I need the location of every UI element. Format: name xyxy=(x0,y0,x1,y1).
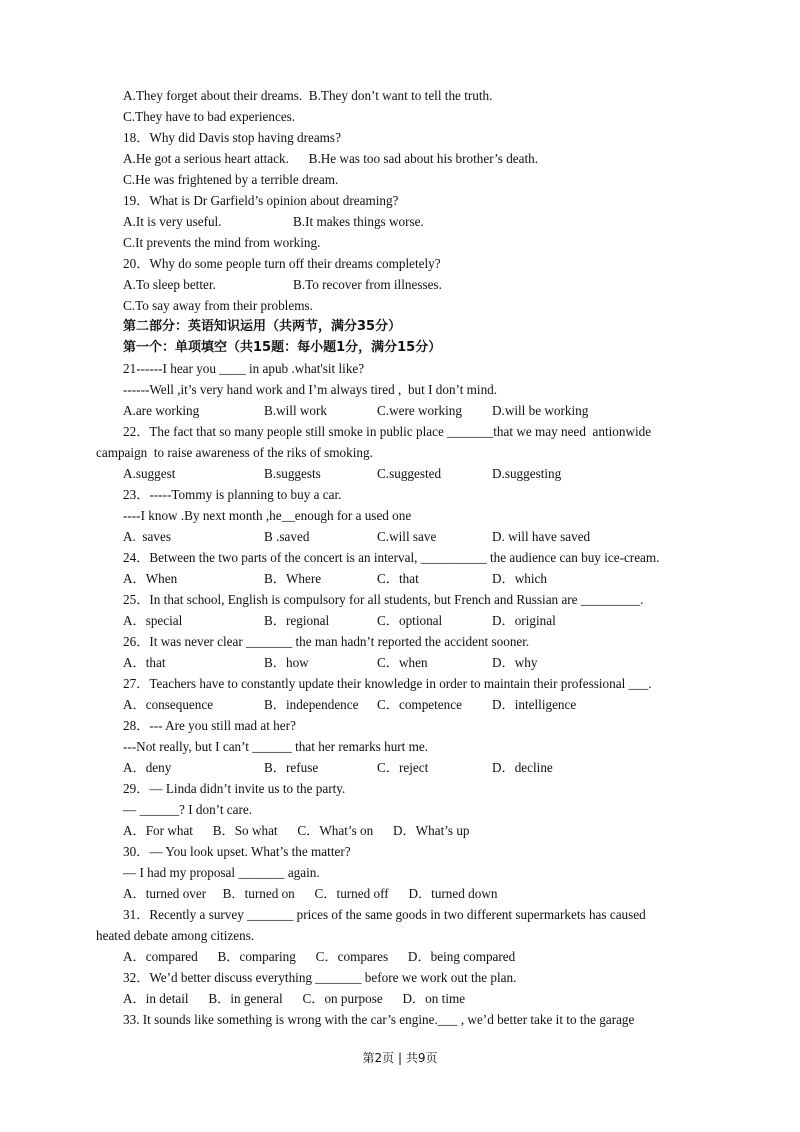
answer-option: D．decline xyxy=(492,760,553,775)
answer-option: B.suggests xyxy=(264,466,321,481)
answer-option: A.It is very useful. xyxy=(123,214,222,229)
text-line: A.He got a serious heart attack. B.He was too sad about his brother’s death. xyxy=(123,151,539,166)
text-line: A.They forget about their dreams. B.They don’t want to tell the truth. xyxy=(123,88,493,103)
answer-option: D．intelligence xyxy=(492,697,577,712)
answer-option: A．deny xyxy=(123,760,172,775)
text-line: 29．— Linda didn’t invite us to the party. xyxy=(123,781,346,796)
text-line: 33. It sounds like something is wrong with the car’s engine.___ , we’d better take it to the garage xyxy=(123,1012,635,1027)
answer-option: D．which xyxy=(492,571,547,586)
answer-option: A．When xyxy=(123,571,178,586)
answer-option: A.To sleep better. xyxy=(123,277,216,292)
text-line: ------Well ,it’s very hand work and I’m always tired , but I don’t mind. xyxy=(123,382,498,397)
text-line: 31．Recently a survey _______ prices of the same goods in two different supermarkets has caused xyxy=(123,907,646,922)
answer-option: B.It makes things worse. xyxy=(293,214,424,229)
text-line: A．For what B．So what C．What’s on D．What’s up xyxy=(123,823,470,838)
answer-option: C．optional xyxy=(377,613,443,628)
answer-option: B．independence xyxy=(264,697,359,712)
text-line: 19．What is Dr Garfield’s opinion about dreaming? xyxy=(123,193,399,208)
text-line: C.It prevents the mind from working. xyxy=(123,235,321,250)
text-line: campaign to raise awareness of the riks of smoking. xyxy=(96,445,373,460)
text-line: 18．Why did Davis stop having dreams? xyxy=(123,130,341,145)
answer-option: D.will be working xyxy=(492,403,589,418)
text-line: ---Not really, but I can’t ______ that her remarks hurt me. xyxy=(123,739,429,754)
text-line: 28．--- Are you still mad at her? xyxy=(123,718,296,733)
answer-option: C．that xyxy=(377,571,419,586)
answer-option: C．when xyxy=(377,655,428,670)
answer-option: D．original xyxy=(492,613,556,628)
text-line: 23．-----Tommy is planning to buy a car. xyxy=(123,487,342,502)
text-line: A．in detail B．in general C．on purpose D．on time xyxy=(123,991,466,1006)
answer-option: B．refuse xyxy=(264,760,319,775)
text-line: 26．It was never clear _______ the man hadn’t reported the accident sooner. xyxy=(123,634,530,649)
text-line: 30．— You look upset. What’s the matter? xyxy=(123,844,351,859)
text-line: — ______? I don’t care. xyxy=(123,802,253,817)
text-line: C.To say away from their problems. xyxy=(123,298,313,313)
answer-option: C.will save xyxy=(377,529,437,544)
answer-option: B .saved xyxy=(264,529,310,544)
section-heading: 第一个：单项填空（共15题：每小题1分，满分15分） xyxy=(123,340,442,355)
answer-option: A.suggest xyxy=(123,466,176,481)
answer-option: B．how xyxy=(264,655,309,670)
text-line: 24．Between the two parts of the concert is an interval, __________ the audience can buy ice-cream. xyxy=(123,550,660,565)
text-line: 22．The fact that so many people still smoke in public place _______that we may need antionwide xyxy=(123,424,652,439)
text-line: 20．Why do some people turn off their dreams completely? xyxy=(123,256,441,271)
text-line: A．turned over B．turned on C．turned off D．turned down xyxy=(123,886,498,901)
answer-option: D．why xyxy=(492,655,538,670)
text-line: C.He was frightened by a terrible dream. xyxy=(123,172,339,187)
section-heading: 第二部分：英语知识运用（共两节，满分35分） xyxy=(123,319,402,334)
answer-option: A. saves xyxy=(123,529,171,544)
answer-option: B．Where xyxy=(264,571,322,586)
text-line: 21------I hear you ____ in apub .what'sit like? xyxy=(123,361,365,376)
text-line: A．compared B．comparing C．compares D．being compared xyxy=(123,949,516,964)
answer-option: A．consequence xyxy=(123,697,214,712)
page-footer: 第2页 | 共9页 xyxy=(362,1051,438,1065)
answer-option: D. will have saved xyxy=(492,529,591,544)
answer-option: B．regional xyxy=(264,613,330,628)
answer-option: C.suggested xyxy=(377,466,442,481)
answer-option: C．reject xyxy=(377,760,429,775)
text-line: 25．In that school, English is compulsory for all students, but French and Russian are _________. xyxy=(123,592,644,607)
answer-option: C.were working xyxy=(377,403,462,418)
answer-option: C．competence xyxy=(377,697,462,712)
answer-option: D.suggesting xyxy=(492,466,562,481)
answer-option: A．special xyxy=(123,613,183,628)
answer-option: A．that xyxy=(123,655,166,670)
text-line: ----I know .By next month ,he__enough for a used one xyxy=(123,508,412,523)
text-line: — I had my proposal _______ again. xyxy=(123,865,320,880)
answer-option: B.To recover from illnesses. xyxy=(293,277,442,292)
text-line: C.They have to bad experiences. xyxy=(123,109,296,124)
text-line: 27．Teachers have to constantly update their knowledge in order to maintain their professional ___. xyxy=(123,676,652,691)
answer-option: B.will work xyxy=(264,403,328,418)
text-line: heated debate among citizens. xyxy=(96,928,255,943)
answer-option: A.are working xyxy=(123,403,200,418)
text-line: 32．We’d better discuss everything _______ before we work out the plan. xyxy=(123,970,517,985)
